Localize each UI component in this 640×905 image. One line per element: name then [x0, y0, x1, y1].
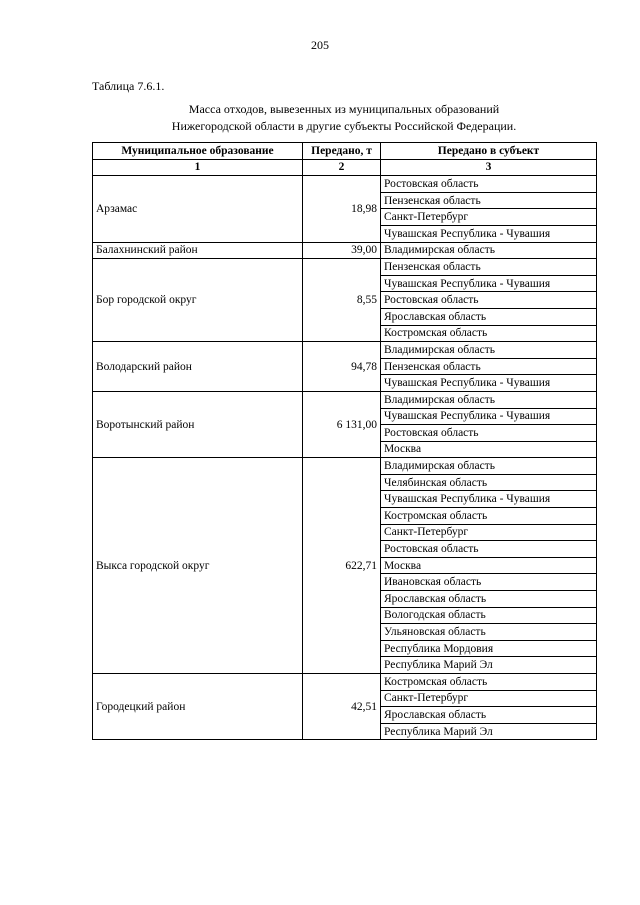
column-number-2: 2 — [303, 159, 381, 176]
waste-transfer-table — [92, 142, 597, 740]
subject-cell: Костромская область — [381, 674, 597, 691]
subject-cell: Санкт-Петербург — [381, 524, 597, 541]
municipality-cell: Бор городской округ — [93, 259, 303, 342]
subject-cell: Санкт-Петербург — [381, 690, 597, 707]
subject-cell: Санкт-Петербург — [381, 209, 597, 226]
subject-cell: Республика Марий Эл — [381, 657, 597, 674]
subject-cell: Ульяновская область — [381, 624, 597, 641]
subject-cell: Москва — [381, 557, 597, 574]
subject-cell: Чувашская Республика - Чувашия — [381, 375, 597, 392]
column-number-row — [93, 159, 597, 176]
table-row — [93, 242, 597, 259]
subject-cell: Пензенская область — [381, 259, 597, 276]
subject-cell: Ростовская область — [381, 292, 597, 309]
table-row — [93, 674, 597, 691]
table-row — [93, 391, 597, 408]
subject-cell: Чувашская Республика - Чувашия — [381, 225, 597, 242]
municipality-cell: Володарский район — [93, 342, 303, 392]
table-label: Таблица 7.6.1. — [92, 79, 165, 93]
subject-cell: Чувашская Республика - Чувашия — [381, 491, 597, 508]
table-row — [93, 458, 597, 475]
subject-cell: Республика Марий Эл — [381, 723, 597, 740]
subject-cell: Владимирская область — [381, 391, 597, 408]
subject-cell: Владимирская область — [381, 458, 597, 475]
column-number-3: 3 — [381, 159, 597, 176]
subject-cell: Ярославская область — [381, 591, 597, 608]
subject-cell: Вологодская область — [381, 607, 597, 624]
subject-cell: Пензенская область — [381, 358, 597, 375]
mass-cell: 94,78 — [303, 342, 381, 392]
subject-cell: Ивановская область — [381, 574, 597, 591]
mass-cell: 18,98 — [303, 176, 381, 242]
header-subject: Передано в субъект — [381, 143, 597, 160]
caption-line-2: Нижегородской области в другие субъекты Российской Федерации. — [171, 119, 517, 133]
header-row — [93, 143, 597, 160]
table-caption — [92, 101, 596, 135]
mass-cell: 39,00 — [303, 242, 381, 259]
municipality-cell: Городецкий район — [93, 674, 303, 740]
table-row — [93, 176, 597, 193]
subject-cell: Владимирская область — [381, 342, 597, 359]
column-number-1: 1 — [93, 159, 303, 176]
subject-cell: Костромская область — [381, 325, 597, 342]
subject-cell: Ростовская область — [381, 425, 597, 442]
subject-cell: Чувашская Республика - Чувашия — [381, 275, 597, 292]
subject-cell: Чувашская Республика - Чувашия — [381, 408, 597, 425]
subject-cell: Владимирская область — [381, 242, 597, 259]
header-municipality: Муниципальное образование — [93, 143, 303, 160]
mass-cell: 622,71 — [303, 458, 381, 674]
municipality-cell: Выкса городской округ — [93, 458, 303, 674]
table-head — [93, 143, 597, 176]
subject-cell: Ярославская область — [381, 707, 597, 724]
page-number: 205 — [311, 38, 329, 52]
subject-cell: Челябинская область — [381, 474, 597, 491]
table-row — [93, 342, 597, 359]
mass-cell: 42,51 — [303, 674, 381, 740]
subject-cell: Ярославская область — [381, 308, 597, 325]
municipality-cell: Воротынский район — [93, 391, 303, 457]
header-mass: Передано, т — [303, 143, 381, 160]
subject-cell: Ростовская область — [381, 176, 597, 193]
municipality-cell: Арзамас — [93, 176, 303, 242]
subject-cell: Москва — [381, 441, 597, 458]
subject-cell: Костромская область — [381, 508, 597, 525]
caption-line-1: Масса отходов, вывезенных из муниципальных образований — [188, 102, 500, 116]
mass-cell: 6 131,00 — [303, 391, 381, 457]
table-row — [93, 259, 597, 276]
municipality-cell: Балахнинский район — [93, 242, 303, 259]
table-body — [93, 176, 597, 740]
mass-cell: 8,55 — [303, 259, 381, 342]
subject-cell: Пензенская область — [381, 192, 597, 209]
subject-cell: Ростовская область — [381, 541, 597, 558]
subject-cell: Республика Мордовия — [381, 640, 597, 657]
